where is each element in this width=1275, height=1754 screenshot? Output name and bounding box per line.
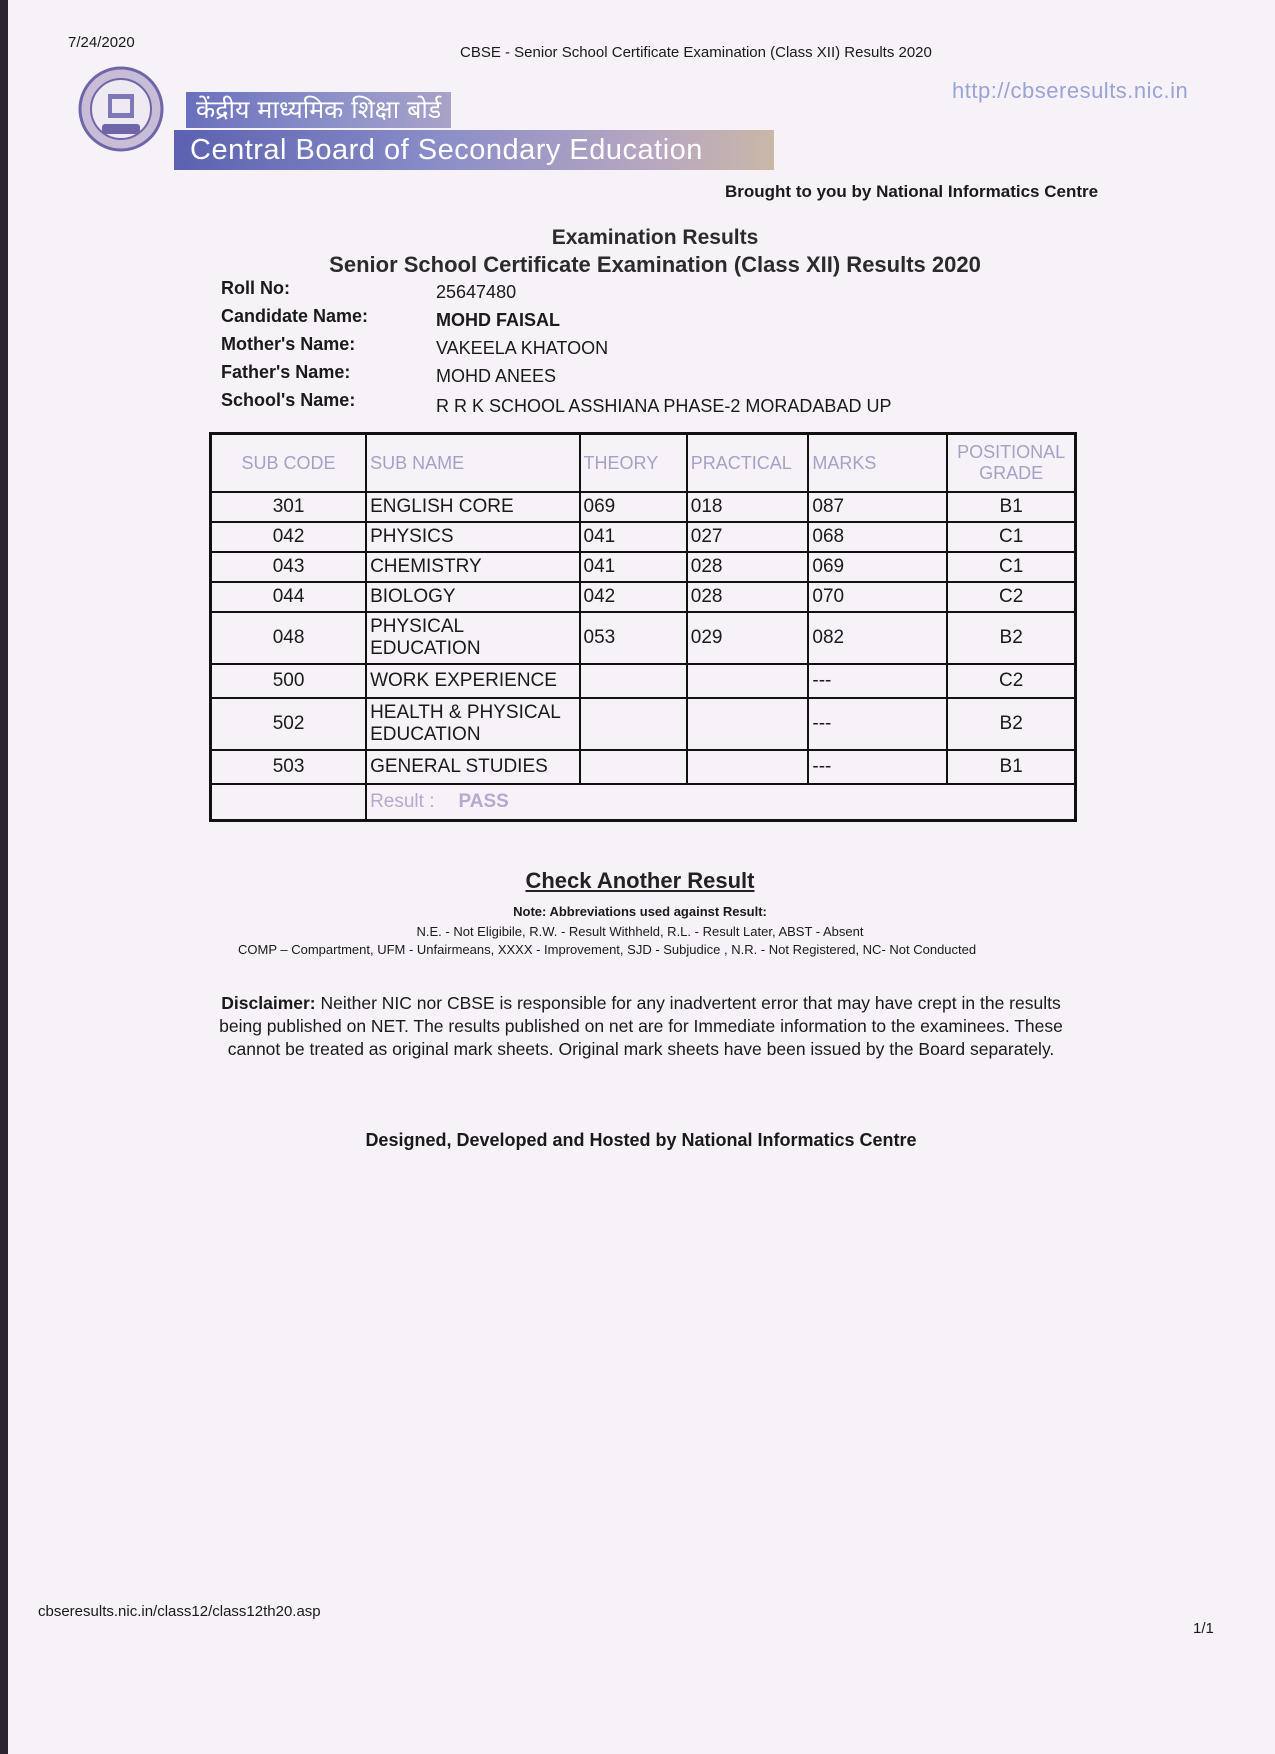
candidate-name-value: MOHD FAISAL	[436, 310, 560, 330]
site-url-link[interactable]: http://cbseresults.nic.in	[952, 78, 1189, 103]
marks-cell: ---	[808, 750, 947, 784]
practical-cell: 027	[687, 522, 809, 552]
marks-cell: ---	[808, 698, 947, 750]
marks-cell: 068	[808, 522, 947, 552]
print-page-number: 1/1	[1193, 1620, 1214, 1637]
grade-cell: B2	[947, 698, 1075, 750]
practical-cell: 028	[687, 552, 809, 582]
header-practical: PRACTICAL	[687, 434, 809, 493]
sub-name-cell: BIOLOGY	[366, 582, 579, 612]
result-empty-cell	[211, 784, 367, 821]
table-row	[211, 492, 1076, 522]
note-abbreviations-line-2: COMP – Compartment, UFM - Unfairmeans, XXXX - Improvement, SJD - Subjudice , N.R. - Not Registered, NC- Not Conducted	[238, 942, 977, 957]
sub-code-cell: 044	[211, 582, 367, 612]
banner-hindi-title: केंद्रीय माध्यमिक शिक्षा बोर्ड	[186, 92, 451, 128]
grade-cell: C1	[947, 522, 1075, 552]
practical-cell	[687, 664, 809, 698]
sub-code-cell: 042	[211, 522, 367, 552]
practical-cell: 018	[687, 492, 809, 522]
school-name-label: School's Name:	[221, 390, 356, 410]
print-date: 7/24/2020	[68, 34, 135, 51]
note-abbreviations-line-1: N.E. - Not Eligibile, R.W. - Result Withheld, R.L. - Result Later, ABST - Absent	[416, 924, 864, 939]
practical-cell: 028	[687, 582, 809, 612]
roll-no-value: 25647480	[436, 282, 517, 302]
header-marks: MARKS	[808, 434, 947, 493]
sub-code-cell: 043	[211, 552, 367, 582]
table-row	[211, 522, 1076, 552]
grade-cell: B2	[947, 612, 1075, 664]
school-name-value: R R K SCHOOL ASSHIANA PHASE-2 MORADABAD UP	[436, 396, 892, 416]
exam-heading: Examination Results	[551, 226, 759, 249]
table-row	[211, 750, 1076, 784]
theory-cell	[580, 664, 687, 698]
sub-name-cell: GENERAL STUDIES	[366, 750, 579, 784]
sub-code-cell: 503	[211, 750, 367, 784]
sub-code-cell: 502	[211, 698, 367, 750]
sub-name-cell: ENGLISH CORE	[366, 492, 579, 522]
theory-cell: 053	[580, 612, 687, 664]
exam-subheading: Senior School Certificate Examination (Class XII) Results 2020	[329, 252, 981, 277]
father-name-label: Father's Name:	[221, 362, 351, 382]
result-cell	[366, 784, 1075, 821]
table-header-row	[211, 434, 1076, 493]
disclaimer-text: Neither NIC nor CBSE is responsible for any inadvertent error that may have crept in the results being published on NET. The results published on net are for Immediate information to the examinees. These cannot be treated as original mark sheets. Original mark sheets have been issued by the Board separately.	[219, 993, 1063, 1059]
theory-cell: 041	[580, 522, 687, 552]
mother-name-value: VAKEELA KHATOON	[436, 338, 609, 358]
theory-cell	[580, 698, 687, 750]
note-title: Note: Abbreviations used against Result:	[513, 904, 767, 919]
table-row	[211, 698, 1076, 750]
cbse-emblem-icon	[78, 66, 164, 152]
mother-name-label: Mother's Name:	[221, 334, 356, 354]
results-table	[209, 432, 1077, 822]
header-positional-grade: POSITIONAL GRADE	[947, 434, 1075, 493]
disclaimer	[210, 992, 1072, 1061]
table-row	[211, 664, 1076, 698]
sub-code-cell: 048	[211, 612, 367, 664]
result-status: PASS	[458, 791, 509, 812]
marks-cell: 087	[808, 492, 947, 522]
header-sub-code: SUB CODE	[211, 434, 367, 493]
footer-credit: Designed, Developed and Hosted by National Informatics Centre	[365, 1130, 917, 1150]
brought-by-credit: Brought to you by National Informatics Centre	[725, 182, 1099, 201]
roll-no-label: Roll No:	[221, 278, 290, 298]
sub-code-cell: 301	[211, 492, 367, 522]
marks-cell: 070	[808, 582, 947, 612]
result-row	[211, 784, 1076, 821]
table-row	[211, 552, 1076, 582]
grade-cell: B1	[947, 750, 1075, 784]
header-theory: THEORY	[580, 434, 687, 493]
check-another-result-link[interactable]: Check Another Result	[525, 868, 755, 893]
father-name-value: MOHD ANEES	[436, 366, 557, 386]
sub-name-cell: HEALTH & PHYSICAL EDUCATION	[366, 698, 579, 750]
sub-name-cell: PHYSICAL EDUCATION	[366, 612, 579, 664]
grade-cell: C2	[947, 582, 1075, 612]
theory-cell: 069	[580, 492, 687, 522]
grade-cell: C2	[947, 664, 1075, 698]
marks-cell: 069	[808, 552, 947, 582]
header-sub-name: SUB NAME	[366, 434, 579, 493]
theory-cell: 042	[580, 582, 687, 612]
candidate-name-label: Candidate Name:	[221, 306, 369, 326]
theory-cell: 041	[580, 552, 687, 582]
table-row	[211, 582, 1076, 612]
print-title: CBSE - Senior School Certificate Examination (Class XII) Results 2020	[460, 44, 932, 61]
print-footer-url: cbseresults.nic.in/class12/class12th20.asp	[38, 1603, 321, 1620]
theory-cell	[580, 750, 687, 784]
sub-name-cell: WORK EXPERIENCE	[366, 664, 579, 698]
grade-cell: B1	[947, 492, 1075, 522]
sub-code-cell: 500	[211, 664, 367, 698]
table-row	[211, 612, 1076, 664]
sub-name-cell: PHYSICS	[366, 522, 579, 552]
result-label: Result :	[370, 791, 435, 812]
marks-cell: 082	[808, 612, 947, 664]
banner-english-title: Central Board of Secondary Education	[174, 130, 774, 170]
practical-cell: 029	[687, 612, 809, 664]
practical-cell	[687, 750, 809, 784]
sub-name-cell: CHEMISTRY	[366, 552, 579, 582]
disclaimer-label: Disclaimer:	[221, 993, 316, 1013]
grade-cell: C1	[947, 552, 1075, 582]
marks-cell: ---	[808, 664, 947, 698]
practical-cell	[687, 698, 809, 750]
